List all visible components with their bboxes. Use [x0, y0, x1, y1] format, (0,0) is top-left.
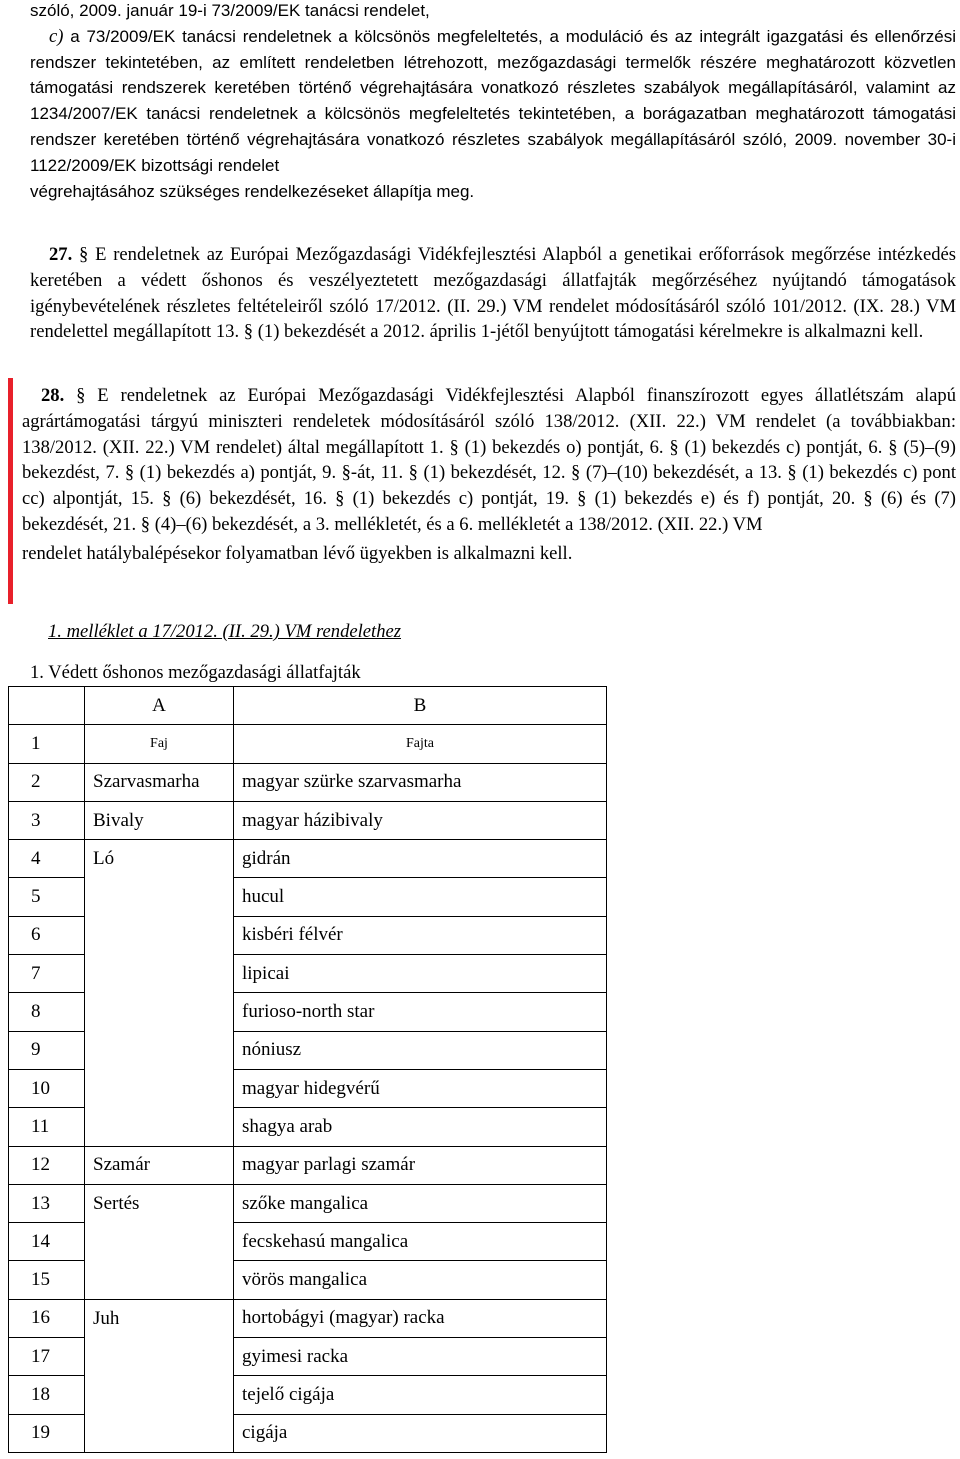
intro-last-line: végrehajtásához szükséges rendelkezéseket állapítja meg. — [30, 181, 475, 201]
breed-cell: magyar hidegvérű — [234, 1069, 607, 1107]
breed-cell: magyar házibivaly — [234, 801, 607, 839]
breed-cell: hortobágyi (magyar) racka — [234, 1299, 607, 1337]
table-row — [9, 725, 607, 763]
breed-cell: vörös mangalica — [234, 1261, 607, 1299]
species-cell: Szarvasmarha — [85, 763, 234, 801]
species-cell: Ló — [85, 840, 234, 878]
breed-cell: kisbéri félvér — [234, 916, 607, 954]
row-number-cell: 17 — [9, 1338, 85, 1376]
breed-cell: szőke mangalica — [234, 1184, 607, 1222]
row-number-cell: 5 — [9, 878, 85, 916]
section-28-number: 28. — [41, 385, 65, 406]
species-cell — [85, 1414, 234, 1452]
species-cell: Juh — [85, 1299, 234, 1337]
table-row — [9, 763, 607, 801]
species-cell — [85, 1069, 234, 1107]
section-28-last-line: rendelet hatálybalépésekor folyamatban lévő ügyekben is alkalmazni kell. — [22, 542, 573, 564]
row-number-cell: 8 — [9, 993, 85, 1031]
row-number-cell: 2 — [9, 763, 85, 801]
species-cell: Bivaly — [85, 801, 234, 839]
species-cell — [85, 1338, 234, 1376]
table-row — [9, 878, 607, 916]
table-row — [9, 1146, 607, 1184]
breed-cell: fecskehasú mangalica — [234, 1223, 607, 1261]
breed-cell: magyar szürke szarvasmarha — [234, 763, 607, 801]
breed-cell: magyar parlagi szamár — [234, 1146, 607, 1184]
species-cell: Sertés — [85, 1184, 234, 1222]
row-number-cell: 16 — [9, 1299, 85, 1337]
species-cell — [85, 1223, 234, 1261]
change-marker-bar — [8, 378, 13, 604]
section-27 — [30, 242, 956, 345]
table-row — [9, 1108, 607, 1146]
species-cell — [85, 1108, 234, 1146]
breed-cell: cigája — [234, 1414, 607, 1452]
section-27-text: § E rendeletnek az Európai Mezőgazdasági Vidékfejlesztési Alapból a genetikai erőforrások megőrzése intézkedés keretében a védett őshonos és veszélyeztetett mezőgazdasági állatfajták megőrzéséhez nyújtandó támogatások igénybevételének részletes feltételeiről szóló 17/2012. (II. 29.) VM rendelet módosításáról szóló 101/2012. (IX. 28.) VM rendelettel megállapított 13. § (1) bekezdését a 2012. április 1-jétől benyújtott támogatási kérelmekre is alkalmazni kell. — [30, 244, 956, 343]
item-c-label: c) — [49, 25, 64, 47]
section-27-number: 27. — [49, 244, 73, 265]
species-cell — [85, 1261, 234, 1299]
breed-cell: gidrán — [234, 840, 607, 878]
row-number-cell: 18 — [9, 1376, 85, 1414]
breed-cell: lipicai — [234, 955, 607, 993]
table-caption: 1. Védett őshonos mezőgazdasági állatfajták — [30, 662, 361, 683]
table-row — [9, 1338, 607, 1376]
row-number-cell: 9 — [9, 1031, 85, 1069]
header-cell-a: A — [85, 687, 234, 725]
section-28-text: § E rendeletnek az Európai Mezőgazdasági Vidékfejlesztési Alapból finanszírozott egyes állatlétszám alapú agrártámogatási tárgyú miniszteri rendeletek módosításáról szóló 138/2012. (XII. 22.) VM rendelet (a továbbiakban: 138/2012. (XII. 22.) VM rendelet) által megállapított 1. § (1) bekezdés o) pontját, 6. § (1) bekezdés c) pontját, 6. § (5)–(9) bekezdést, 7. § (1) bekezdés a) pontját, 9. §-át, 11. § (1) bekezdését, 12. § (7)–(10) bekezdését, a 13. § (1) bekezdés c) pont cc) alpontját, 15. § (6) bekezdését, 16. § (1) bekezdés c) pontját, 19. § (1) bekezdés e) és f) pontját, 20. § (6) és (7) bekezdését, 21. § (4)–(6) bekezdését, a 3. mellékletét, és a 6. mellékletét a 138/2012. (XII. 22.) VM — [22, 385, 956, 535]
table-row — [9, 955, 607, 993]
intro-first-line: szóló, 2009. január 19-i 73/2009/EK tanácsi rendelet, — [30, 1, 430, 20]
table-row — [9, 916, 607, 954]
species-cell — [85, 878, 234, 916]
species-cell — [85, 1031, 234, 1069]
table-row — [9, 840, 607, 878]
item-c — [30, 24, 956, 179]
row-number-cell: 4 — [9, 840, 85, 878]
table-row — [9, 1223, 607, 1261]
table-row — [9, 1031, 607, 1069]
table-header-row — [9, 687, 607, 725]
row-number-cell: 14 — [9, 1223, 85, 1261]
breed-cell: hucul — [234, 878, 607, 916]
row-number-cell: 6 — [9, 916, 85, 954]
breed-cell: tejelő cigája — [234, 1376, 607, 1414]
row-number-cell: 13 — [9, 1184, 85, 1222]
section-28 — [22, 383, 956, 567]
breed-cell: shagya arab — [234, 1108, 607, 1146]
row-number-cell: 19 — [9, 1414, 85, 1452]
species-cell — [85, 993, 234, 1031]
row-number-cell: 12 — [9, 1146, 85, 1184]
row-number-cell: 1 — [9, 725, 85, 763]
row-number-cell: 11 — [9, 1108, 85, 1146]
breed-cell: furioso-north star — [234, 993, 607, 1031]
table-row — [9, 993, 607, 1031]
row-number-cell: 15 — [9, 1261, 85, 1299]
section-28-body — [22, 383, 956, 538]
table-row — [9, 1069, 607, 1107]
breed-cell: Fajta — [234, 725, 607, 763]
protected-breeds-table — [8, 686, 607, 1453]
paragraph-intro-continuation — [30, 0, 956, 204]
species-cell: Szamár — [85, 1146, 234, 1184]
annex-title: 1. melléklet a 17/2012. (II. 29.) VM rendelethez — [48, 621, 401, 642]
species-cell — [85, 955, 234, 993]
breed-cell: nóniusz — [234, 1031, 607, 1069]
row-number-cell: 3 — [9, 801, 85, 839]
table-row — [9, 1261, 607, 1299]
species-cell: Faj — [85, 725, 234, 763]
table-row — [9, 1376, 607, 1414]
header-cell-b: B — [234, 687, 607, 725]
species-cell — [85, 916, 234, 954]
table-row — [9, 1299, 607, 1337]
breed-cell: gyimesi racka — [234, 1338, 607, 1376]
table-row — [9, 1414, 607, 1452]
header-cell-index — [9, 687, 85, 725]
item-c-text: a 73/2009/EK tanácsi rendeletnek a kölcsönös megfeleltetés, a moduláció és az integrált igazgatási és ellenőrzési rendszer tekintetében, az említett rendeletben létrehozott, mezőgazdasági termelők részére meghatározott közvetlen támogatási rendszerek keretében történő végrehajtására vonatkozó részletes szabályok megállapításáról, valamint az 1234/2007/EK tanácsi rendeletnek a kölcsönös megfeleltetés tekintetében, a borágazatban meghatározott támogatási rendszer keretében történő végrehajtására vonatkozó részletes szabályok megállapításáról szóló, 2009. november 30-i 1122/2009/EK bizottsági rendelet — [30, 26, 956, 175]
species-cell — [85, 1376, 234, 1414]
table-row — [9, 801, 607, 839]
table-row — [9, 1184, 607, 1222]
row-number-cell: 7 — [9, 955, 85, 993]
row-number-cell: 10 — [9, 1069, 85, 1107]
